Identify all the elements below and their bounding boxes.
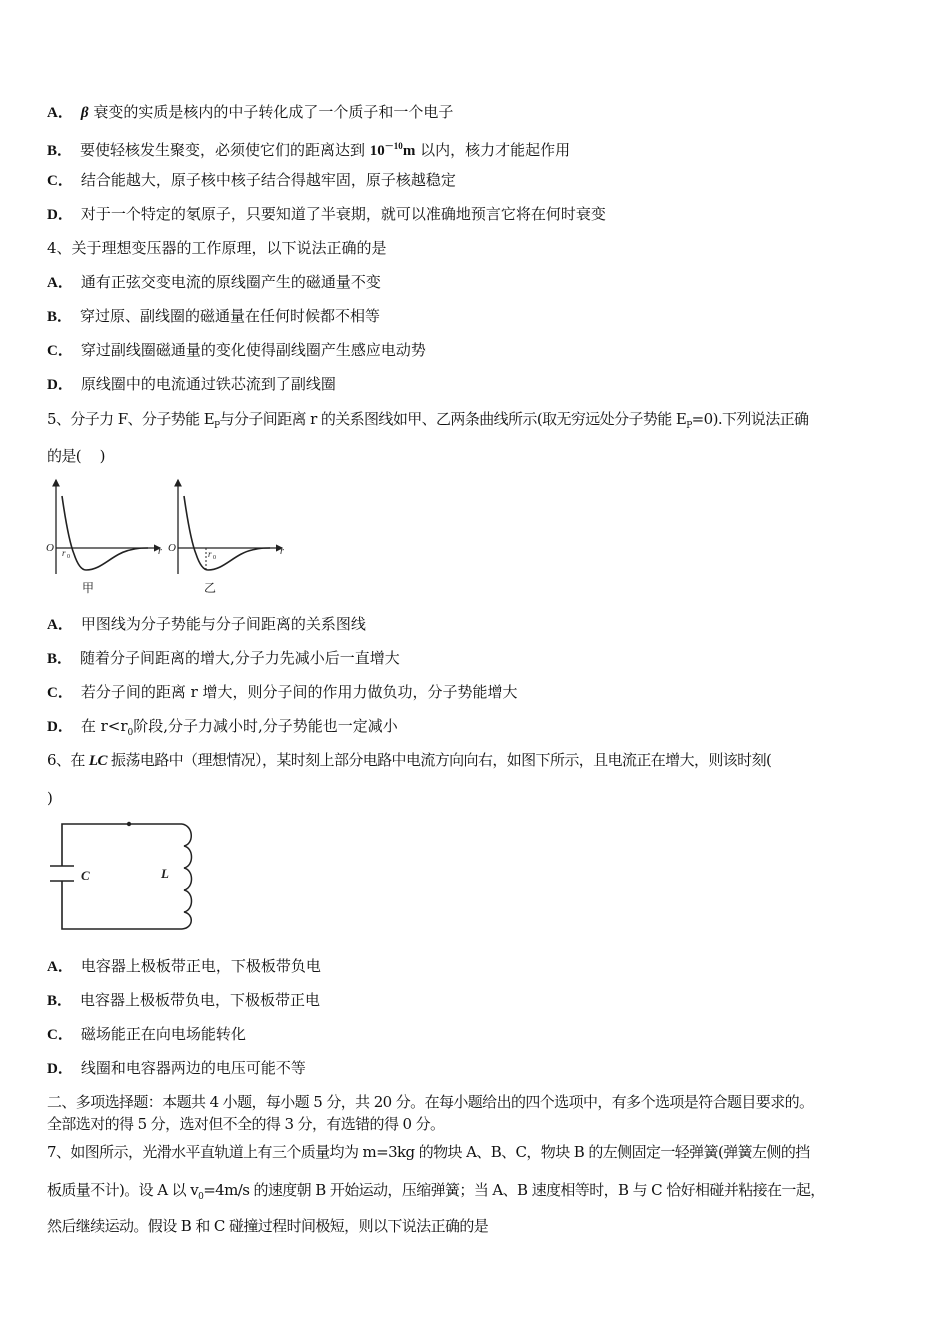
q4-option-c	[47, 340, 426, 361]
option-text: 在 r<r	[80, 717, 128, 735]
q5-stem-line2: 的是( )	[47, 447, 105, 465]
q4-option-d	[47, 374, 336, 395]
q3-option-c	[47, 170, 456, 191]
option-label: D．	[47, 719, 73, 735]
svg-text:乙: 乙	[204, 581, 217, 595]
svg-text:O: O	[168, 542, 176, 554]
option-text: 甲图线为分子势能与分子间距离的关系图线	[80, 615, 366, 633]
section2-instructions-line2: 全部选对的得 5 分，选对但不全的得 3 分，有选错的得 0 分。	[47, 1115, 445, 1133]
option-label: C．	[47, 343, 73, 359]
q5-option-b	[47, 648, 400, 669]
q6-option-d	[47, 1058, 306, 1079]
option-text: 电容器上极板带正电，下极板带负电	[80, 957, 321, 975]
svg-text:O: O	[46, 542, 54, 554]
graph-yi	[168, 480, 284, 595]
option-text: 电容器上极板带负电，下极板带正电	[80, 991, 321, 1009]
exponent: －10	[384, 141, 403, 151]
svg-text:r: r	[62, 548, 66, 558]
option-label: C．	[47, 1027, 73, 1043]
lc-symbol: LC	[88, 753, 107, 769]
option-text: 衰变的实质是核内的中子转化成了一个质子和一个电子	[93, 103, 454, 121]
option-label: D．	[47, 207, 73, 223]
svg-text:r: r	[280, 546, 284, 557]
option-text: 以内，核力才能起作用	[415, 141, 571, 159]
section2-instructions-line1: 二、多项选择题：本题共 4 小题，每小题 5 分，共 20 分。在每小题给出的四个选项中，有多个选项是符合题目要求的。	[47, 1093, 814, 1111]
unit: m	[402, 143, 416, 159]
beta-symbol: β	[80, 105, 89, 121]
option-label: A．	[47, 275, 73, 291]
q4-option-a	[47, 272, 381, 293]
molecular-force-graphs	[42, 474, 292, 598]
q6-figure	[44, 816, 204, 936]
option-text: 穿过副线圈磁通量的变化使得副线圈产生感应电动势	[80, 341, 426, 359]
lc-circuit-diagram	[44, 816, 204, 936]
q5-option-c	[47, 682, 518, 703]
option-text: 结合能越大，原子核中核子结合得越牢固，原子核越稳定	[80, 171, 456, 189]
q4-stem: 4、关于理想变压器的工作原理，以下说法正确的是	[47, 239, 387, 257]
subscript: 0	[127, 728, 134, 738]
option-label: A．	[47, 959, 73, 975]
option-text: 通有正弦交变电流的原线圈产生的磁通量不变	[80, 273, 381, 291]
option-label: A．	[47, 617, 73, 633]
option-text: 阶段,分子力减小时,分子势能也一定减小	[133, 717, 398, 735]
option-text: 要使轻核发生聚变，必须使它们的距离达到	[80, 141, 370, 159]
q6-option-c	[47, 1024, 246, 1045]
option-label: D．	[47, 1061, 73, 1077]
q6-stem-line1	[47, 750, 771, 771]
option-label: C．	[47, 685, 73, 701]
svg-text:r: r	[158, 546, 162, 557]
stem-text: 与分子间距离 r 的关系图线如甲、乙两条曲线所示(取无穷远处分子势能 E	[219, 410, 687, 428]
svg-text:甲: 甲	[82, 581, 95, 595]
capacitor-label: C	[81, 868, 90, 883]
option-text: 线圈和电容器两边的电压可能不等	[80, 1059, 306, 1077]
q7-stem-line2	[47, 1180, 825, 1207]
inductor-coil	[182, 824, 192, 929]
q5-figure	[42, 474, 292, 598]
option-label: B．	[47, 309, 73, 325]
q6-stem-line2: )	[47, 789, 53, 807]
stem-text: =0).下列说法正确	[691, 410, 809, 428]
svg-text:0: 0	[67, 554, 70, 560]
option-label: B．	[47, 993, 73, 1009]
stem-text: 板质量不计)。设 A 以 v	[47, 1181, 199, 1199]
option-text: 磁场能正在向电场能转化	[80, 1025, 246, 1043]
q3-option-d	[47, 204, 606, 225]
stem-text: 振荡电路中（理想情况），某时刻上部分电路中电流方向向右，如图下所示，且电流正在增大，则该时刻(	[106, 751, 772, 769]
q6-option-a	[47, 956, 321, 977]
q3-option-a	[47, 102, 453, 123]
number: 10	[369, 143, 385, 159]
stem-text: 6、在	[47, 751, 89, 769]
subscript: 0	[198, 1192, 204, 1202]
q7-stem-line3: 然后继续运动。假设 B 和 C 碰撞过程时间极短，则以下说法正确的是	[47, 1217, 489, 1235]
option-label: B．	[47, 651, 73, 667]
option-label: A．	[47, 105, 73, 121]
q5-option-d	[47, 716, 398, 743]
graph-jia	[46, 480, 162, 595]
option-text: 随着分子间距离的增大,分子力先减小后一直增大	[80, 649, 400, 667]
option-text: 对于一个特定的氡原子，只要知道了半衰期，就可以准确地预言它将在何时衰变	[80, 205, 606, 223]
q3-option-b	[47, 136, 570, 161]
q6-option-b	[47, 990, 320, 1011]
option-text: 原线圈中的电流通过铁芯流到了副线圈	[80, 375, 336, 393]
option-label: D．	[47, 377, 73, 393]
option-label: B．	[47, 143, 73, 159]
svg-text:0: 0	[213, 555, 216, 561]
q4-option-b	[47, 306, 380, 327]
subscript: P	[214, 421, 220, 431]
q5-stem-line1	[47, 409, 808, 436]
stem-text: =4m/s 的速度朝 B 开始运动，压缩弹簧；当 A、B 速度相等时，B 与 C 恰好相碰并粘接在一起，	[203, 1181, 825, 1199]
q5-option-a	[47, 614, 366, 635]
inductor-label: L	[161, 866, 169, 881]
subscript: P	[686, 421, 692, 431]
q7-stem-line1: 7、如图所示，光滑水平直轨道上有三个质量均为 m=3kg 的物块 A、B、C，物块 B 的左侧固定一轻弹簧(弹簧左侧的挡	[47, 1143, 810, 1161]
svg-text:r: r	[208, 549, 212, 559]
option-text: 穿过原、副线圈的磁通量在任何时候都不相等	[80, 307, 381, 325]
option-label: C．	[47, 173, 73, 189]
stem-text: 5、分子力 F、分子势能 E	[47, 410, 215, 428]
option-text: 若分子间的距离 r 增大，则分子间的作用力做负功，分子势能增大	[80, 683, 518, 701]
